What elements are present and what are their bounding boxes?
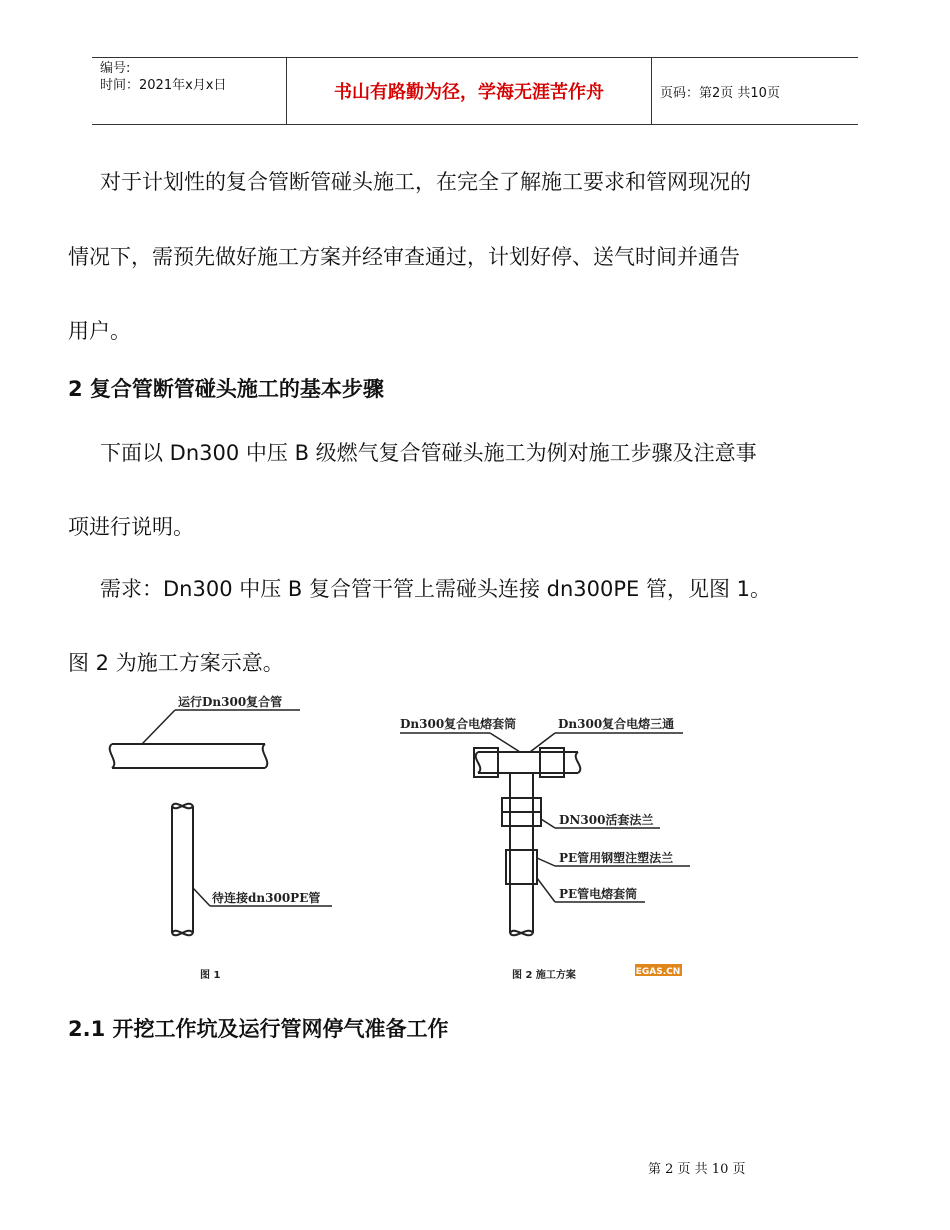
fig1-label-running-pipe: 运行Dn300复合管 xyxy=(178,695,283,709)
fig2-label-tee: Dn300复合电熔三通 xyxy=(558,717,675,731)
construction-figure xyxy=(100,688,700,988)
watermark-text: EGAS.CN xyxy=(635,967,681,977)
fig2-label-pe-sleeve: PE管电熔套筒 xyxy=(559,887,638,901)
header-page: 页码：第2页 共10页 xyxy=(660,85,780,101)
fig1-running-pipe xyxy=(110,710,300,768)
header-table xyxy=(92,57,858,125)
paragraph-3-line-2: 图 2 为施工方案示意。 xyxy=(68,651,284,675)
time-label: 时间：2021年x月x日 xyxy=(100,78,227,93)
fig2-tee-assembly xyxy=(474,748,580,935)
fig2-label-sleeve: Dn300复合电熔套筒 xyxy=(400,717,517,731)
fig2-label-flange: DN300活套法兰 xyxy=(559,813,654,827)
paragraph-1-line-2: 情况下，需预先做好施工方案并经审查通过，计划好停、送气时间并通告 xyxy=(68,245,740,269)
section-heading-2-1: 2.1 开挖工作坑及运行管网停气准备工作 xyxy=(68,1017,449,1041)
fig1-label-pe-pipe: 待连接dn300PE管 xyxy=(212,891,321,905)
page-footer: 第 2 页 共 10 页 xyxy=(648,1162,746,1177)
fig1-caption: 图 1 xyxy=(200,970,221,981)
section-heading-2: 2 复合管断管碰头施工的基本步骤 xyxy=(68,377,384,401)
fig2-caption: 图 2 施工方案 xyxy=(512,970,576,981)
header-meta xyxy=(92,58,287,124)
paragraph-1-line-1: 对于计划性的复合管断管碰头施工，在完全了解施工要求和管网现况的 xyxy=(100,170,751,194)
fig2-label-steel-flange: PE管用钢塑注塑法兰 xyxy=(559,851,674,865)
number-label: 编号: xyxy=(100,61,131,76)
header-motto: 书山有路勤为径，学海无涯苦作舟 xyxy=(287,58,652,124)
paragraph-1-line-3: 用户。 xyxy=(68,319,131,343)
paragraph-2-line-1: 下面以 Dn300 中压 B 级燃气复合管碰头施工为例对施工步骤及注意事 xyxy=(100,441,757,465)
fig1-pe-pipe xyxy=(172,804,332,936)
paragraph-2-line-2: 项进行说明。 xyxy=(68,515,194,539)
paragraph-3-line-1: 需求：Dn300 中压 B 复合管干管上需碰头连接 dn300PE 管，见图 1。 xyxy=(100,577,772,601)
